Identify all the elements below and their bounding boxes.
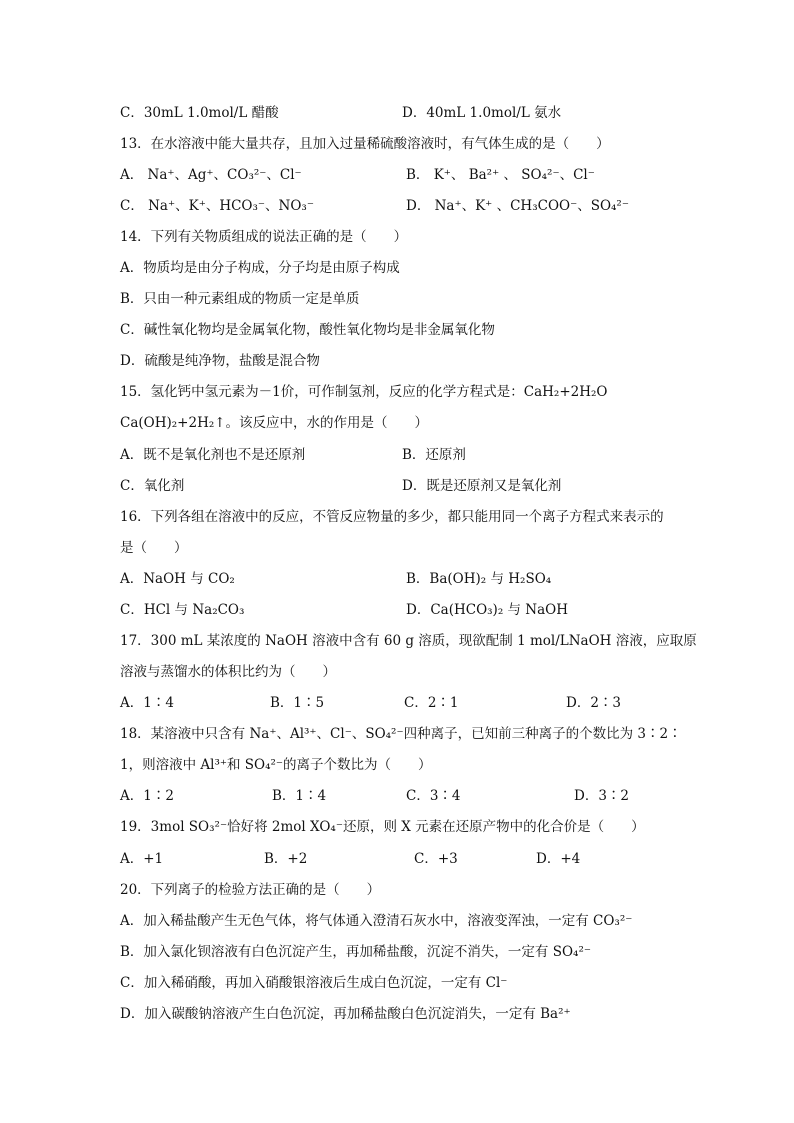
q14-option-a: A．物质均是由分子构成，分子均是由原子构成 (120, 260, 400, 276)
q20-option-b: B．加入氯化钡溶液有白色沉淀产生，再加稀盐酸，沉淀不消失，一定有 SO₄²⁻ (120, 944, 591, 960)
q18-option-c: C．3∶4 (406, 788, 461, 804)
q15-option-a: A．既不是氧化剂也不是还原剂 (120, 447, 306, 463)
q18-stem-line-1: 18．某溶液中只含有 Na⁺、Al³⁺、Cl⁻、SO₄²⁻四种离子，已知前三种离子的个数比为 3∶2∶ (120, 726, 682, 742)
q17-option-c: C．2∶1 (404, 695, 459, 711)
q14-option-b: B．只由一种元素组成的物质一定是单质 (120, 291, 360, 307)
q13-option-c: C． Na⁺、K⁺、HCO₃⁻、NO₃⁻ (120, 198, 314, 214)
q15-option-d: D．既是还原剂又是氧化剂 (402, 478, 562, 494)
q20-option-a: A．加入稀盐酸产生无色气体，将气体通入澄清石灰水中，溶液变浑浊，一定有 CO₃²⁻ (120, 913, 633, 929)
q13-option-b: B． K⁺、 Ba²⁺ 、 SO₄²⁻、Cl⁻ (406, 167, 595, 183)
q19-option-b: B．+2 (264, 851, 308, 867)
q19-option-d: D．+4 (536, 851, 581, 867)
q14-stem: 14．下列有关物质组成的说法正确的是（ ） (120, 229, 408, 245)
q19-option-c: C．+3 (414, 851, 458, 867)
q19-option-a: A．+1 (120, 851, 164, 867)
q16-option-a: A．NaOH 与 CO₂ (120, 571, 235, 587)
q17-option-b: B．1∶5 (270, 695, 325, 711)
q19-stem: 19．3mol SO₃²⁻恰好将 2mol XO₄⁻还原，则 X 元素在还原产物中的化合价是（ ） (120, 819, 645, 835)
q17-stem-line-1: 17．300 mL 某浓度的 NaOH 溶液中含有 60 g 溶质，现欲配制 1 mol/LNaOH 溶液，应取原 (120, 633, 697, 649)
q16-option-b: B．Ba(OH)₂ 与 H₂SO₄ (406, 571, 552, 587)
q17-option-a: A．1∶4 (120, 695, 174, 711)
q20-option-c: C．加入稀硝酸，再加入硝酸银溶液后生成白色沉淀，一定有 Cl⁻ (120, 975, 508, 991)
q15-stem-line-1: 15．氢化钙中氢元素为－1价，可作制氢剂，反应的化学方程式是：CaH₂+2H₂O (120, 384, 608, 400)
q17-option-d: D．2∶3 (566, 695, 622, 711)
q15-option-c: C．氧化剂 (120, 478, 185, 494)
q16-option-c: C．HCl 与 Na₂CO₃ (120, 602, 245, 618)
q18-option-b: B．1∶4 (272, 788, 327, 804)
q13-stem: 13．在水溶液中能大量共存，且加入过量稀硫酸溶液时，有气体生成的是（ ） (120, 136, 610, 152)
q15-stem-line-2: Ca(OH)₂+2H₂↑。该反应中，水的作用是（ ） (120, 415, 429, 431)
q12-option-c: C．30mL 1.0mol/L 醋酸 (120, 105, 279, 121)
q17-stem-line-2: 溶液与蒸馏水的体积比约为（ ） (120, 664, 336, 680)
q20-option-d: D．加入碳酸钠溶液产生白色沉淀，再加稀盐酸白色沉淀消失，一定有 Ba²⁺ (120, 1006, 571, 1022)
q12-option-d: D．40mL 1.0mol/L 氨水 (402, 105, 562, 121)
q13-option-a: A． Na⁺、Ag⁺、CO₃²⁻、Cl⁻ (120, 167, 302, 183)
q20-stem: 20．下列离子的检验方法正确的是（ ） (120, 882, 381, 898)
q18-stem-line-2: 1，则溶液中 Al³⁺和 SO₄²⁻的离子个数比为（ ） (120, 757, 432, 773)
q14-option-d: D．硫酸是纯净物，盐酸是混合物 (120, 353, 320, 369)
q16-stem-line-1: 16．下列各组在溶液中的反应，不管反应物量的多少，都只能用同一个离子方程式来表示的 (120, 509, 664, 525)
q18-option-a: A．1∶2 (120, 788, 174, 804)
q15-option-b: B．还原剂 (402, 447, 466, 463)
q13-option-d: D． Na⁺、K⁺ 、CH₃COO⁻、SO₄²⁻ (406, 198, 629, 214)
q16-stem-line-2: 是（ ） (120, 540, 188, 556)
q18-option-d: D．3∶2 (574, 788, 630, 804)
q14-option-c: C．碱性氧化物均是金属氧化物，酸性氧化物均是非金属氧化物 (120, 322, 495, 338)
q16-option-d: D．Ca(HCO₃)₂ 与 NaOH (406, 602, 569, 618)
